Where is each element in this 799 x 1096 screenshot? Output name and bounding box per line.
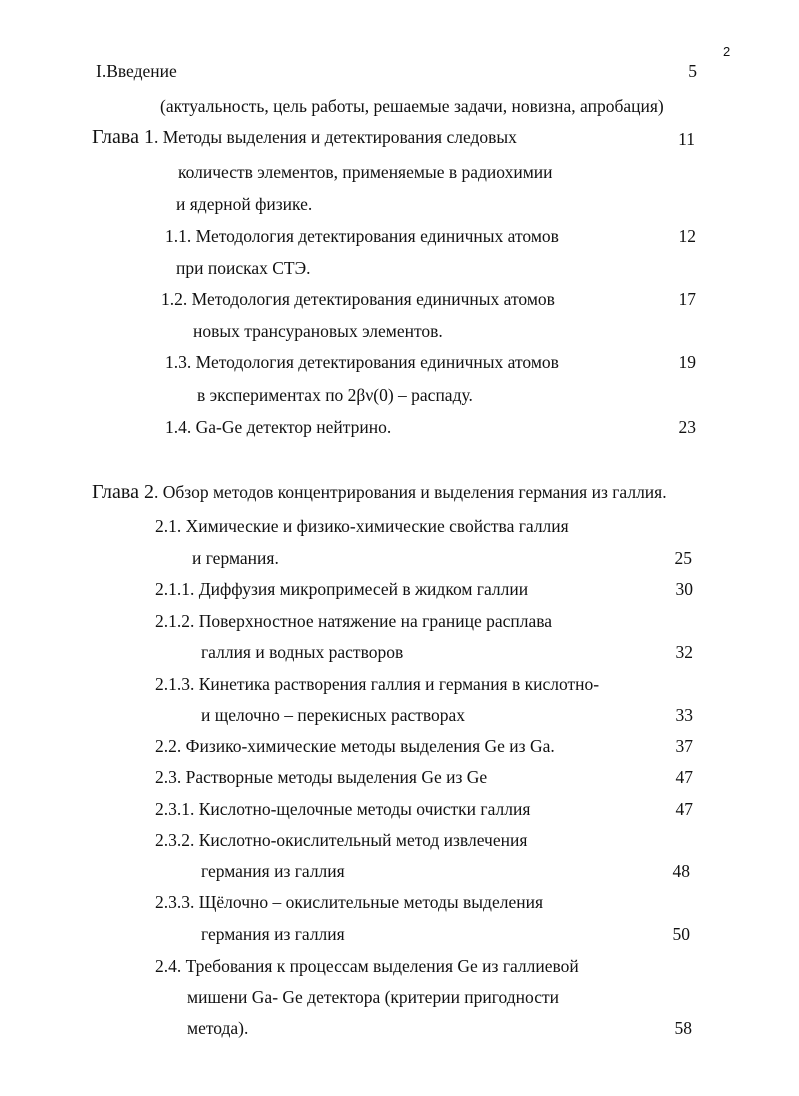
intro-page: 5 bbox=[688, 61, 697, 81]
toc-entry-2-1-1: 2.1.1. Диффузия микропримесей в жидком галлии bbox=[155, 579, 529, 599]
toc-entry-2-1: 2.1. Химические и физико-химические свойства галлия bbox=[155, 516, 569, 536]
toc-entry-2-3-3-page: 50 bbox=[672, 924, 690, 944]
toc-entry-2-2-page: 37 bbox=[675, 736, 693, 756]
toc-entry-2-3: 2.3. Растворные методы выделения Ge из Ge bbox=[155, 767, 488, 787]
toc-entry-1-1-line2: при поисках СТЭ. bbox=[176, 258, 311, 278]
toc-entry-2-3-2-page: 48 bbox=[672, 861, 690, 881]
toc-entry-2-1-line2: и германия. bbox=[192, 548, 279, 568]
toc-entry-1-2: 1.2. Методология детектирования единичных атомов bbox=[161, 289, 555, 309]
toc-entry-2-3-page: 47 bbox=[675, 767, 693, 787]
toc-entry-2-1-2: 2.1.2. Поверхностное натяжение на границе расплава bbox=[155, 611, 553, 631]
toc-entry-2-1-3-line2: и щелочно – перекисных растворах bbox=[201, 705, 466, 725]
chapter-1-heading bbox=[92, 126, 517, 148]
toc-entry-2-3-3: 2.3.3. Щёлочно – окислительные методы выделения bbox=[155, 892, 544, 912]
intro-title: I.Введение bbox=[96, 61, 177, 81]
toc-entry-1-1: 1.1. Методология детектирования единичных атомов bbox=[165, 226, 559, 246]
toc-entry-2-4: 2.4. Требования к процессам выделения Ge из галлиевой bbox=[155, 956, 579, 976]
toc-entry-2-4-line3: метода). bbox=[187, 1018, 249, 1038]
chapter-1-title-line1: . Методы выделения и детектирования следовых bbox=[153, 127, 517, 147]
toc-entry-2-1-page: 25 bbox=[674, 548, 692, 568]
chapter-1-title-line3: и ядерной физике. bbox=[176, 194, 313, 214]
toc-entry-1-1-page: 12 bbox=[678, 226, 696, 246]
toc-entry-2-1-3: 2.1.3. Кинетика растворения галлия и германия в кислотно- bbox=[155, 674, 600, 694]
toc-entry-1-4: 1.4. Ga-Ge детектор нейтрино. bbox=[165, 417, 392, 437]
page-number: 2 bbox=[723, 44, 731, 59]
chapter-1-page: 11 bbox=[678, 129, 695, 149]
toc-entry-2-3-1-page: 47 bbox=[675, 799, 693, 819]
toc-entry-2-4-page: 58 bbox=[674, 1018, 692, 1038]
toc-entry-1-3-line2: в экспериментах по 2βν(0) – распаду. bbox=[197, 385, 473, 405]
chapter-2-heading bbox=[92, 481, 667, 503]
chapter-2-title: . Обзор методов концентрирования и выделения германия из галлия. bbox=[153, 482, 667, 502]
chapter-1-title-line2: количеств элементов, применяемые в радиохимии bbox=[178, 162, 553, 182]
toc-entry-2-4-line2: мишени Ga- Ge детектора (критерии пригодности bbox=[187, 987, 560, 1007]
toc-entry-2-3-2: 2.3.2. Кислотно-окислительный метод извлечения bbox=[155, 830, 528, 850]
toc-entry-2-3-3-line2: германия из галлия bbox=[201, 924, 345, 944]
toc-entry-1-3-page: 19 bbox=[678, 352, 696, 372]
toc-entry-1-2-line2: новых трансурановых элементов. bbox=[193, 321, 443, 341]
toc-entry-1-4-page: 23 bbox=[678, 417, 696, 437]
toc-entry-2-1-2-line2: галлия и водных растворов bbox=[201, 642, 404, 662]
toc-entry-2-1-2-page: 32 bbox=[675, 642, 693, 662]
toc-entry-2-1-1-page: 30 bbox=[675, 579, 693, 599]
toc-entry-2-3-1: 2.3.1. Кислотно-щелочные методы очистки галлия bbox=[155, 799, 531, 819]
toc-entry-2-2: 2.2. Физико-химические методы выделения Ge из Ga. bbox=[155, 736, 555, 756]
toc-entry-2-1-3-page: 33 bbox=[675, 705, 693, 725]
toc-entry-1-2-page: 17 bbox=[678, 289, 696, 309]
toc-entry-1-3: 1.3. Методология детектирования единичных атомов bbox=[165, 352, 559, 372]
intro-subtitle: (актуальность, цель работы, решаемые задачи, новизна, апробация) bbox=[160, 96, 664, 116]
chapter-1-label: Глава 1 bbox=[92, 126, 154, 148]
chapter-2-label: Глава 2 bbox=[92, 481, 154, 503]
toc-entry-2-3-2-line2: германия из галлия bbox=[201, 861, 345, 881]
